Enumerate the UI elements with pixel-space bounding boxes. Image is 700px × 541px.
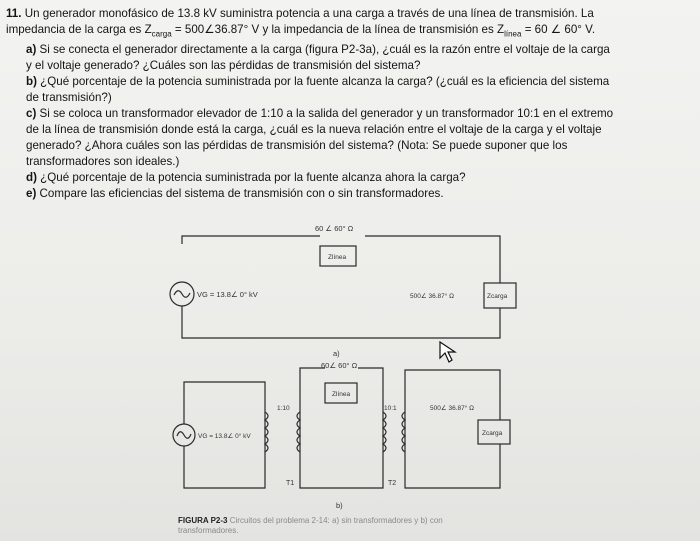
circuit-b-zload-label: Zcarga [482, 430, 503, 437]
question-b: b) ¿Qué porcentaje de la potencia suministrada por la fuente alcanza la carga? (¿cuál es la eficiencia del sistema de transmisión?) [26, 75, 610, 105]
circuit-a-load-impedance: 500∠ 36.87° Ω [410, 293, 455, 300]
transformer-t2-ratio: 10:1 [384, 405, 397, 412]
circuit-a-line-impedance: 60 ∠ 60° Ω [315, 224, 354, 233]
problem-intro-line-1: 11. Un generador monofásico de 13.8 kV suministra potencia a una carga a través de una línea de transmisión. La [6, 7, 594, 20]
mouse-cursor-icon [440, 342, 455, 362]
circuit-b-source-label: VG = 13.8∠ 0° kV [198, 433, 251, 440]
circuit-b-zline-label: Zlínea [332, 391, 351, 398]
figure-caption-text-2: transformadores. [178, 526, 239, 535]
circuit-b-middle-loop [300, 368, 383, 488]
transformer-t1-ratio: 1:10 [277, 405, 290, 412]
circuit-a-source-label: VG = 13.8∠ 0° kV [197, 290, 258, 299]
question-c: c) Si se coloca un transformador elevador de 1:10 a la salida del generador y un transformador 10:1 en el extremo de la línea de transmisión donde está la carga, ¿cuál es la nueva relación entre el voltaje de la carga y el voltaje generado? ¿Ahora cuáles son las pérdidas de transmisión del sistema? (Nota: Se puede suponer que los transformadores son ideales.) [26, 107, 614, 169]
circuit-a-zline-label: Zlínea [328, 254, 347, 261]
question-a: a) Si se conecta el generador directamente a la carga (figura P2-3a), ¿cuál es la razón entre el voltaje de la carga y el voltaje generado? ¿Cuáles son las pérdidas de transmisión del sistema? [26, 43, 610, 73]
circuit-b-right-loop [405, 370, 500, 488]
question-e: e) Compare las eficiencias del sistema de transmisión con o sin transformadores. [26, 187, 444, 201]
circuit-a-wires [182, 236, 500, 338]
figure-caption-label: FIGURA P2-3 [178, 516, 228, 525]
figure-caption [178, 516, 478, 536]
question-d: d) ¿Qué porcentaje de la potencia suministrada por la fuente alcanza ahora la carga? [26, 171, 466, 185]
circuit-a-caption: a) [333, 349, 340, 358]
problem-intro-line-2: impedancia de la carga es $Z_{carga}$ = 500∠36.87° V y la impedancia de la línea de transmisión es $Z_{línea} = 60$ ∠ 60° V. [6, 23, 596, 39]
circuit-a-zload-label: Zcarga [487, 293, 508, 300]
problem-number: 11. [6, 7, 22, 20]
transformer-t2-label: T2 [388, 480, 397, 487]
transformer-t1-label: T1 [286, 480, 295, 487]
figure-caption-text-1: Circuitos del problema 2-14: a) sin transformadores y b) con [229, 516, 443, 525]
circuit-b-line-impedance: 60∠ 60° Ω [321, 361, 358, 370]
circuit-b-load-impedance: 500∠ 36.87° Ω [430, 405, 475, 412]
circuit-b-caption: b) [336, 501, 343, 510]
